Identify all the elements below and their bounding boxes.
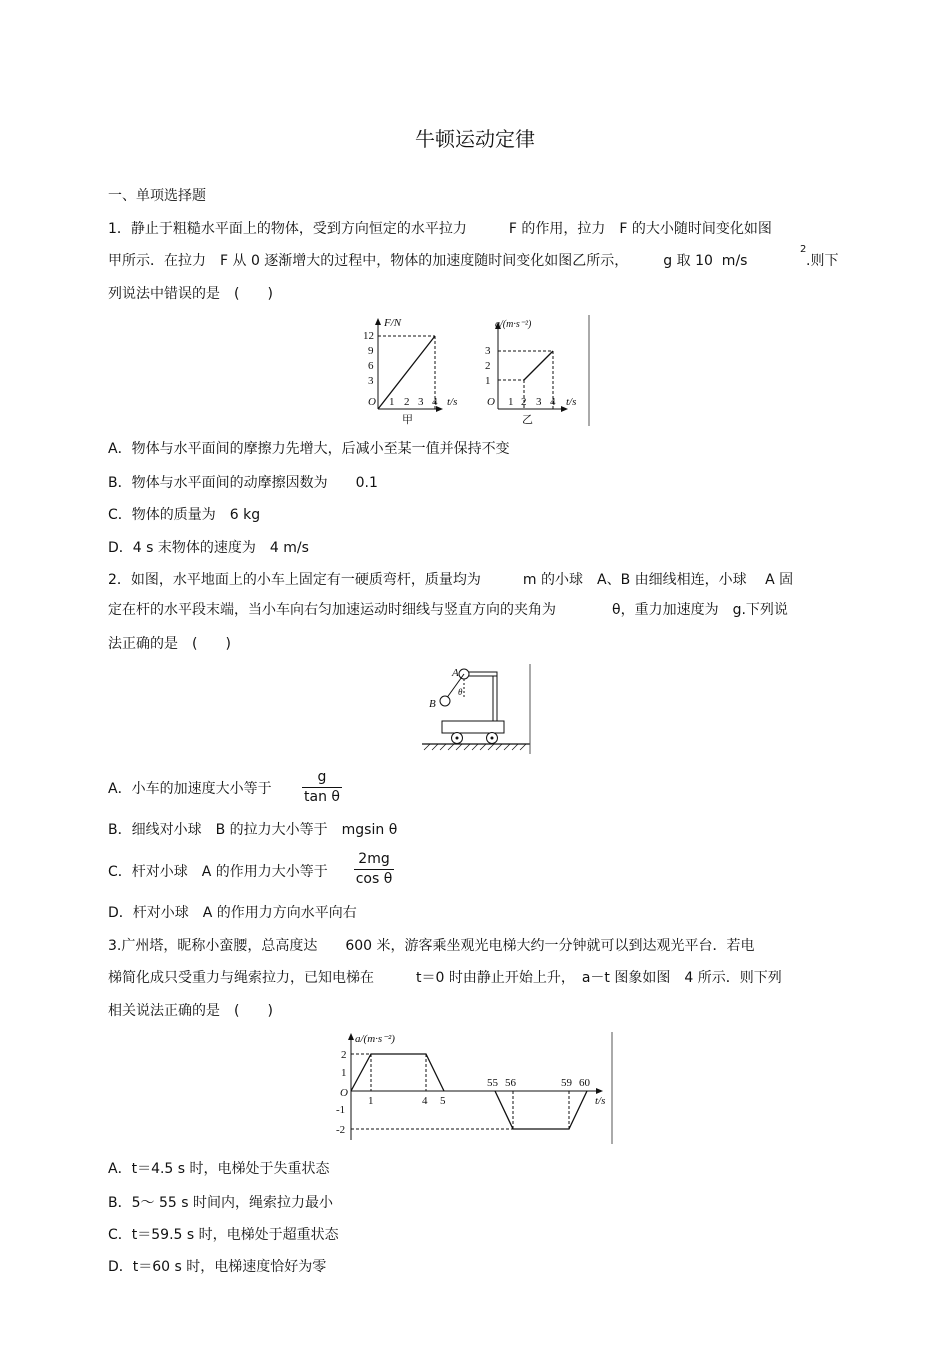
jia-y-arrow xyxy=(375,318,381,325)
q3-option-a: A．t＝4.5 s 时，电梯处于失重状态 xyxy=(108,1161,330,1177)
rod-vertical xyxy=(493,676,497,721)
q1-option-a: A．物体与水平面间的摩擦力先增大，后减小至某一值并保持不变 xyxy=(108,441,510,457)
q3-option-c: C．t＝59.5 s 时，电梯处于超重状态 xyxy=(108,1227,339,1243)
q3-xtick-59: 59 xyxy=(561,1077,572,1089)
yi-origin: O xyxy=(487,396,495,408)
q3-line-1: 3.广州塔，昵称小蛮腰，总高度达 600 米，游客乘坐观光电梯大约一分钟就可以到达观光平台．若电 xyxy=(108,938,755,954)
q3-xtick-56: 56 xyxy=(505,1077,516,1089)
fraction-numerator: 2mg xyxy=(358,851,390,867)
q3-xtick-60: 60 xyxy=(579,1077,590,1089)
ground-hatch xyxy=(424,744,526,750)
jia-xtick-2: 2 xyxy=(404,396,410,408)
q2-option-c: C．杆对小球 A 的作用力大小等于 xyxy=(108,864,328,880)
q1-option-d: D．4 s 末物体的速度为 4 m/s xyxy=(108,540,309,556)
q3-xtick-4: 4 xyxy=(422,1095,428,1107)
yi-ytick-2: 2 xyxy=(485,360,491,372)
q2-line-2: 定在杆的水平段末端，当小车向右匀加速运动时细线与竖直方向的夹角为 θ，重力加速度为 g.下列说 xyxy=(108,602,788,618)
chart-jia xyxy=(363,317,457,426)
q2-option-a-fraction xyxy=(302,769,342,806)
q3-ytick-2: 2 xyxy=(341,1049,347,1061)
q1-superscript: 2 xyxy=(800,244,807,255)
label-b: B xyxy=(429,698,436,710)
yi-line xyxy=(524,351,553,380)
q1-figure xyxy=(355,313,595,428)
chart-yi xyxy=(485,319,576,426)
label-a: A xyxy=(452,667,459,679)
page-title: 牛顿运动定律 xyxy=(415,127,535,151)
yi-xtick-3: 3 xyxy=(536,396,542,408)
q2-option-b: B．细线对小球 B 的拉力大小等于 mgsin θ xyxy=(108,822,398,838)
cart-body xyxy=(442,721,504,733)
q3-ytick-neg1: -1 xyxy=(336,1104,346,1116)
jia-xtick-4: 4 xyxy=(432,396,438,408)
jia-origin: O xyxy=(368,396,376,408)
q2-line-3: 法正确的是 ( ) xyxy=(108,636,231,652)
q3-x-arrow xyxy=(596,1088,603,1094)
q1-line-2-tail: .则下 xyxy=(806,253,839,269)
jia-xtick-3: 3 xyxy=(418,396,424,408)
q1-option-b: B．物体与水平面间的动摩擦因数为 0.1 xyxy=(108,475,378,491)
q1-option-c: C．物体的质量为 6 kg xyxy=(108,507,261,523)
q1-line-2: 甲所示．在拉力 F 从 0 逐渐增大的过程中，物体的加速度随时间变化如图乙所示， g 取 10 m/s xyxy=(108,253,748,269)
q2-option-c-fraction xyxy=(354,851,394,888)
yi-ytick-1: 1 xyxy=(485,375,491,387)
q3-ylabel: a/(m·s⁻²) xyxy=(355,1033,395,1045)
yi-xtick-1: 1 xyxy=(508,396,514,408)
q3-xlabel: t/s xyxy=(595,1095,606,1107)
yi-ytick-3: 3 xyxy=(485,345,491,357)
jia-xtick-1: 1 xyxy=(389,396,395,408)
q2-figure xyxy=(418,662,534,754)
fraction-denominator: cos θ xyxy=(355,871,393,887)
jia-ylabel: F/N xyxy=(384,317,402,329)
q1-line-3: 列说法中错误的是 ( ) xyxy=(108,286,273,302)
q2-option-a: A．小车的加速度大小等于 xyxy=(108,781,272,797)
label-theta: θ xyxy=(458,687,463,697)
q3-figure xyxy=(333,1030,618,1145)
q3-xtick-5: 5 xyxy=(440,1095,446,1107)
jia-caption: 甲 xyxy=(402,413,413,426)
q3-y-arrow xyxy=(348,1033,354,1040)
q3-xtick-1: 1 xyxy=(368,1095,374,1107)
jia-ytick-6: 6 xyxy=(368,360,374,372)
yi-xlabel: t/s xyxy=(566,396,577,408)
q3-ytick-1: 1 xyxy=(341,1067,347,1079)
q3-option-d: D．t＝60 s 时，电梯速度恰好为零 xyxy=(108,1259,327,1275)
q3-line-2: 梯简化成只受重力与绳索拉力，已知电梯在 t＝0 时由静止开始上升， a－t 图象如图 4 所示．则下列 xyxy=(108,970,782,986)
q3-origin: O xyxy=(340,1087,348,1099)
q3-negative-segment xyxy=(495,1091,587,1129)
section-heading: 一、单项选择题 xyxy=(108,188,206,204)
q2-option-d: D．杆对小球 A 的作用力方向水平向右 xyxy=(108,905,357,921)
ball-b xyxy=(440,696,450,706)
yi-caption: 乙 xyxy=(522,413,533,426)
q1-line-1: 1．静止于粗糙水平面上的物体，受到方向恒定的水平拉力 F 的作用，拉力 F 的大小随时间变化如图 xyxy=(108,221,772,237)
fraction-numerator: g xyxy=(317,769,327,785)
q3-xtick-55: 55 xyxy=(487,1077,498,1089)
q3-ytick-neg2: -2 xyxy=(336,1124,346,1136)
jia-ytick-3: 3 xyxy=(368,375,374,387)
yi-xtick-4: 4 xyxy=(550,396,556,408)
yi-xtick-2: 2 xyxy=(521,396,527,408)
q2-line-1: 2．如图，水平地面上的小车上固定有一硬质弯杆，质量均为 m 的小球 A、B 由细线相连，小球 A 固 xyxy=(108,572,794,588)
jia-ytick-9: 9 xyxy=(368,345,374,357)
q3-option-b: B．5～ 55 s 时间内，绳索拉力最小 xyxy=(108,1195,333,1211)
q3-positive-segment xyxy=(351,1054,444,1091)
q3-line-3: 相关说法正确的是 ( ) xyxy=(108,1003,273,1019)
jia-ytick-12: 12 xyxy=(363,330,374,342)
yi-ylabel: a/(m·s⁻²) xyxy=(495,319,532,330)
fraction-denominator: tan θ xyxy=(304,789,340,805)
jia-xlabel: t/s xyxy=(447,396,458,408)
